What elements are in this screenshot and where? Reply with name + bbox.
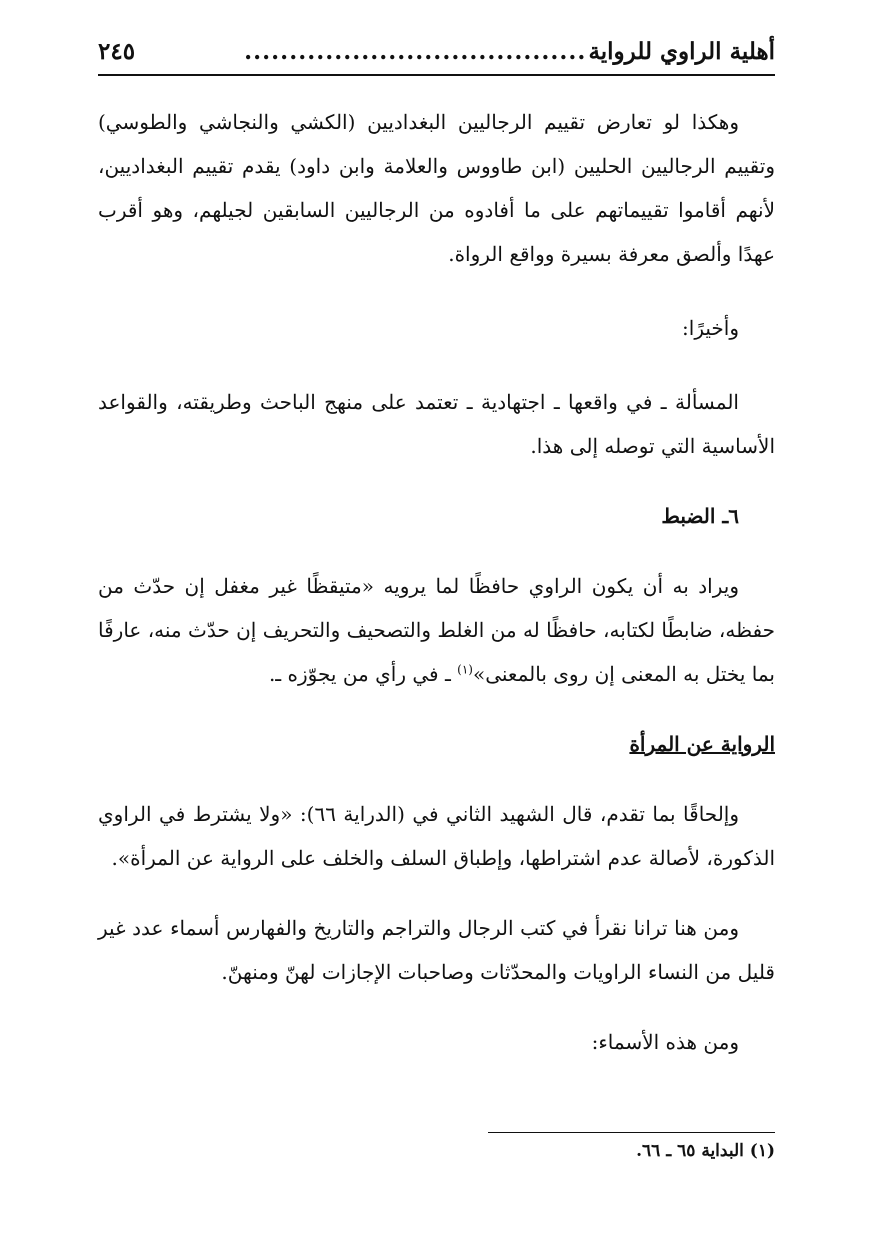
header-divider [98, 74, 775, 76]
header-leader-dots: ...................................... [244, 38, 587, 65]
footnote: (١) البداية ٦٥ ـ ٦٦. [636, 1141, 775, 1161]
paragraph-finally: وأخيرًا: [682, 316, 739, 340]
paragraph-evaluation-conflict: وهكذا لو تعارض تقييم الرجاليين البغداديين (الكشي والنجاشي والطوسي) وتقييم الرجاليين الحليين (ابن طاووس والعلامة وابن داود) يقدم تقييم البغداديين، لأنهم أقاموا تقييماتهم على ما أفادوه من الرجاليين السابقين لجيلهم، وهو أقرب عهدًا وألصق معرفة بسيرة وواقع الرواة. [98, 110, 775, 266]
footnote-divider [488, 1132, 775, 1133]
header-title: أهلية الراوي للرواية [588, 38, 775, 65]
paragraph-names-intro: ومن هذه الأسماء: [591, 1030, 739, 1054]
paragraph-second-martyr-quote: وإلحاقًا بما تقدم، قال الشهيد الثاني في (الدراية ٦٦): «ولا يشترط في الراوي الذكورة، لأصالة عدم اشتراطها، وإطباق السلف والخلف على الرواية عن المرأة». [98, 802, 775, 870]
running-header [98, 38, 775, 78]
section-heading-women-narration: الرواية عن المرأة [629, 732, 775, 756]
paragraph-women-narrators: ومن هنا ترانا نقرأ في كتب الرجال والتراجم والتاريخ والفهارس أسماء عدد غير قليل من النساء الراويات والمحدّثات وصاحبات الإجازات لهنّ ومنهنّ. [98, 916, 775, 984]
dabt-definition-tail: ـ في رأي من يجوّزه ـ. [268, 662, 458, 686]
footnote-reference: (١) [457, 662, 473, 677]
paragraph-dabt-definition [98, 564, 775, 696]
paragraph-conclusion: المسألة ـ في واقعها ـ اجتهادية ـ تعتمد على منهج الباحث وطريقته، والقواعد الأساسية التي توصله إلى هذا. [98, 390, 775, 458]
dabt-definition-text: ويراد به أن يكون الراوي حافظًا لما يرويه «متيقظًا غير مغفل إن حدّث من حفظه، ضابطًا لكتابه، حافظًا له من الغلط والتصحيف والتحريف إن حدّث منه، عارفًا بما يختل به المعنى إن روى بالمعنى» [98, 574, 775, 686]
section-heading-dabt: ٦ـ الضبط [661, 504, 739, 528]
main-text [98, 100, 775, 1064]
page-number: ٢٤٥ [98, 38, 136, 65]
